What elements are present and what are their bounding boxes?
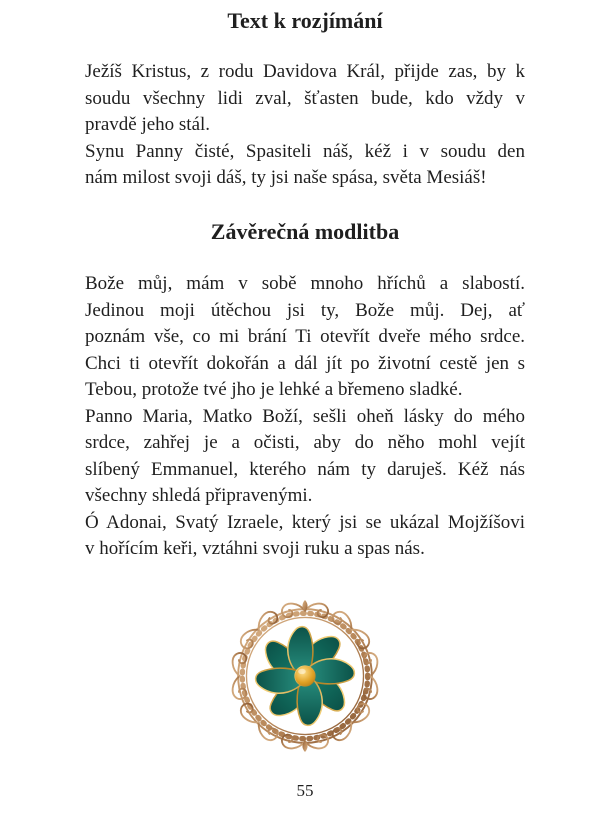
text-line: Panno Maria, Matko Boží, sešli oheň lásky do mého <box>85 405 525 427</box>
page-number: 55 <box>296 781 314 800</box>
text-line: pravdě jeho stál. <box>85 114 211 135</box>
text-line: Bože můj, mám v sobě mnoho hříchů a slabostí. <box>85 273 525 294</box>
text-line: soudu všechny lidi zval, šťasten bude, kdo vždy v <box>85 87 525 109</box>
text-line: srdce, zahřej je a očisti, aby do něho mohl vejít <box>85 432 525 453</box>
section-heading-zaverecna-modlitba: Závěrečná modlitba <box>210 219 400 244</box>
text-line: Jedinou moji útěchou jsi ty, Bože můj. Dej, ať <box>85 299 525 321</box>
paragraph <box>85 139 525 192</box>
text-line: nám milost svoji dáš, ty jsi naše spása, světa Mesiáš! <box>85 167 487 188</box>
flower-center <box>295 666 316 687</box>
text-line: slíbený Emmanuel, kterého nám ty daruješ. Kéž nás <box>85 458 525 480</box>
text-line: všechny shledá připravenými. <box>85 485 313 506</box>
floral-ornament <box>229 600 381 752</box>
text-line: Ježíš Kristus, z rodu Davidova Král, přijde zas, by k <box>85 61 525 82</box>
closing-prayer-text <box>85 271 525 563</box>
text-line: Ó Adonai, Svatý Izraele, který jsi se ukázal Mojžíšovi <box>85 511 525 533</box>
meditation-text <box>85 59 525 192</box>
text-line: Synu Panny čisté, Spasiteli náš, kéž i v soudu den <box>85 140 525 162</box>
paragraph <box>85 510 525 563</box>
paragraph <box>85 404 525 510</box>
text-line: poznám vše, co mi brání Ti otevřít dveře mého srdce. <box>85 326 525 347</box>
text-line: Chci ti otevřít dokořán a dál jít po životní cestě jen s <box>85 352 525 374</box>
paragraph <box>85 59 525 139</box>
text-line: v hořícím keři, vztáhni svoji ruku a spas nás. <box>85 538 425 559</box>
paragraph <box>85 271 525 404</box>
flower <box>256 627 355 726</box>
section-heading-text-k-rozjimani: Text k rozjímání <box>227 8 383 33</box>
text-line: Tebou, protože tvé jho je lehké a břemeno sladké. <box>85 379 463 400</box>
